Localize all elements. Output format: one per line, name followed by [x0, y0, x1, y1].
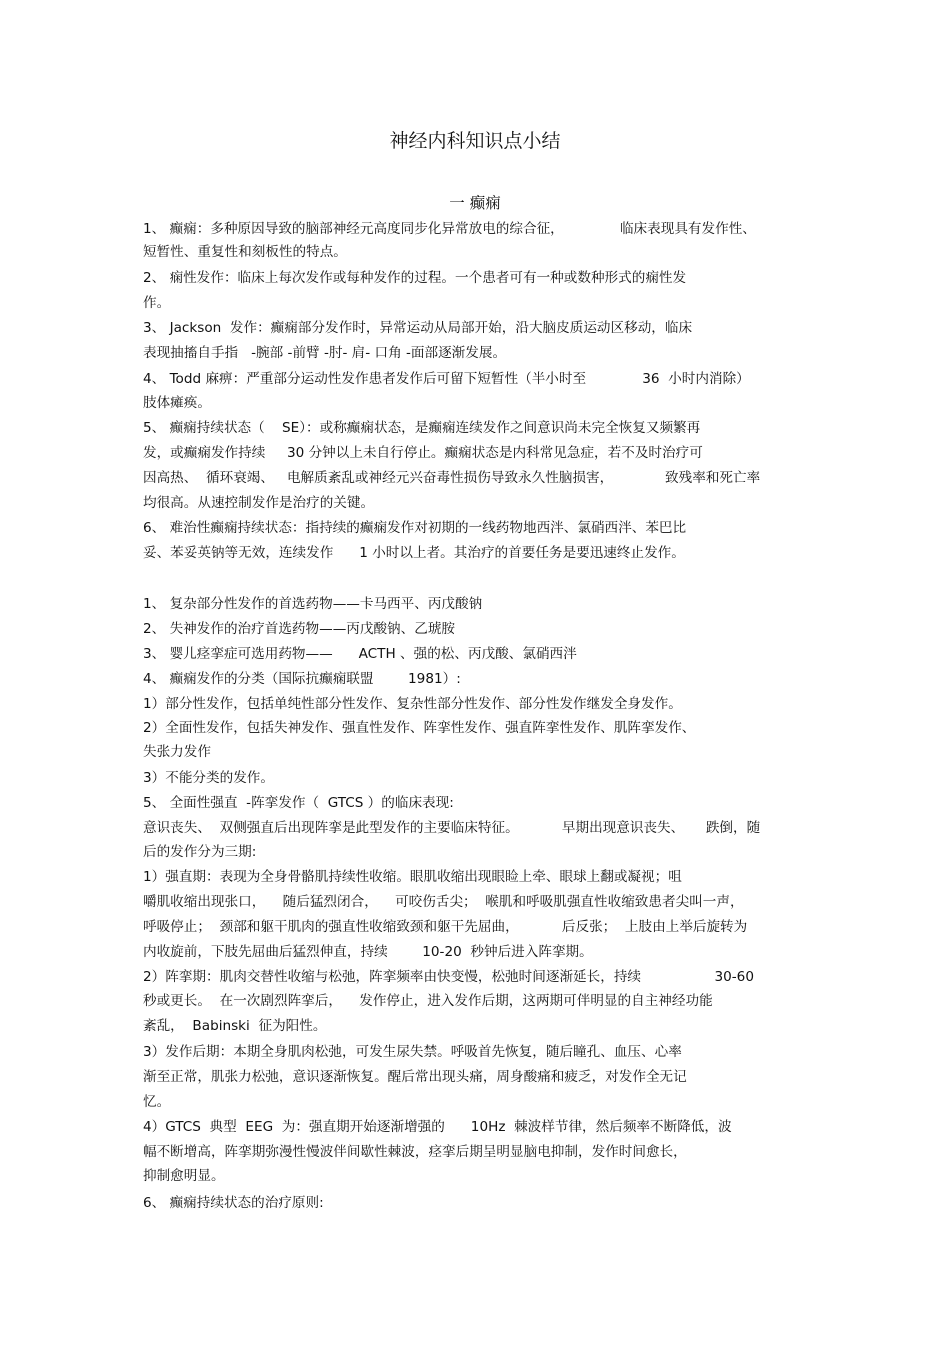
text-line: 均很高。从速控制发作是治疗的关键。 — [143, 495, 375, 511]
text-line: 意识丧失、 双侧强直后出现阵挛是此型发作的主要临床特征。 早期出现意识丧失、 跌倒，随 — [143, 820, 761, 836]
text-line: 2）全面性发作，包括失神发作、强直性发作、阵挛性发作、强直阵挛性发作、肌阵挛发作、 — [143, 720, 696, 736]
text-line: 4）GTCS 典型 EEG 为：强直期开始逐渐增强的 10Hz 棘波样节律，然后频率不断降低，波 — [143, 1119, 732, 1135]
text-line: 6、 难治性癫痫持续状态：指持续的癫痫发作对初期的一线药物地西泮、氯硝西泮、苯巴比 — [143, 520, 687, 536]
text-line: 因高热、 循环衰竭、 电解质紊乱或神经元兴奋毒性损伤导致永久性脑损害， 致残率和死亡率 — [143, 470, 761, 486]
text-line: 失张力发作 — [143, 744, 211, 760]
text-line: 幅不断增高，阵挛期弥漫性慢波伴间歇性棘波，痉挛后期呈明显脑电抑制，发作时间愈长， — [143, 1144, 687, 1160]
text-line: 3、 婴儿痉挛症可选用药物—— ACTH 、强的松、丙戊酸、氯硝西泮 — [143, 646, 577, 662]
section-heading: 一 癫痫 — [449, 194, 501, 212]
text-line: 5、 全面性强直 -阵挛发作（ GTCS ）的临床表现: — [143, 795, 454, 811]
text-line: 3、 Jackson 发作：癫痫部分发作时，异常运动从局部开始，沿大脑皮质运动区移动，临床 — [143, 320, 693, 336]
text-line: 内收旋前，下肢先屈曲后猛烈伸直，持续 10-20 秒钟后进入阵挛期。 — [143, 944, 593, 960]
text-line: 抑制愈明显。 — [143, 1168, 225, 1184]
text-line: 发，或癫痫发作持续 30 分钟以上未自行停止。癫痫状态是内科常见急症，若不及时治疗可 — [143, 445, 703, 461]
text-line: 3）不能分类的发作。 — [143, 770, 274, 786]
text-line: 1、 癫痫：多种原因导致的脑部神经元高度同步化异常放电的综合征， 临床表现具有发作性、 — [143, 221, 756, 237]
text-line: 1）部分性发作，包括单纯性部分性发作、复杂性部分性发作、部分性发作继发全身发作。 — [143, 696, 682, 712]
text-line: 忆。 — [143, 1094, 171, 1110]
text-line: 秒或更长。 在一次剧烈阵挛后， 发作停止，进入发作后期，这两期可伴明显的自主神经功能 — [143, 993, 713, 1009]
text-line: 嚼肌收缩出现张口， 随后猛烈闭合， 可咬伤舌尖； 喉肌和呼吸肌强直性收缩致患者尖叫一声， — [143, 894, 744, 910]
text-line: 妥、苯妥英钠等无效，连续发作 1 小时以上者。其治疗的首要任务是要迅速终止发作。 — [143, 545, 685, 561]
text-line: 2）阵挛期：肌肉交替性收缩与松弛，阵挛频率由快变慢，松弛时间逐渐延长，持续 30-60 — [143, 969, 754, 985]
text-line: 4、 癫痫发作的分类（国际抗癫痫联盟 1981）: — [143, 671, 461, 687]
text-line: 1、 复杂部分性发作的首选药物——卡马西平、丙戊酸钠 — [143, 596, 483, 612]
text-line: 短暂性、重复性和刻板性的特点。 — [143, 244, 347, 260]
text-line: 5、 癫痫持续状态（ SE）：或称癫痫状态，是癫痫连续发作之间意识尚未完全恢复又频繁再 — [143, 420, 701, 436]
text-line: 2、 痫性发作：临床上每次发作或每种发作的过程。一个患者可有一种或数种形式的痫性发 — [143, 270, 687, 286]
text-line: 4、 Todd 麻痹：严重部分运动性发作患者发作后可留下短暂性（半小时至 36 小时内消除） — [143, 371, 750, 387]
text-line: 2、 失神发作的治疗首选药物——丙戊酸钠、乙琥胺 — [143, 621, 456, 637]
text-line: 呼吸停止； 颈部和躯干肌肉的强直性收缩致颈和躯干先屈曲， 后反张； 上肢由上举后旋转为 — [143, 919, 748, 935]
text-line: 1）强直期：表现为全身骨骼肌持续性收缩。眼肌收缩出现眼睑上牵、眼球上翻或凝视；咀 — [143, 869, 682, 885]
text-line: 3）发作后期：本期全身肌肉松弛，可发生尿失禁。呼吸首先恢复，随后瞳孔、血压、心率 — [143, 1044, 682, 1060]
document-title: 神经内科知识点小结 — [389, 130, 561, 152]
text-line: 紊乱， Babinski 征为阳性。 — [143, 1018, 327, 1034]
text-line: 肢体瘫痪。 — [143, 395, 211, 411]
text-line: 6、 癫痫持续状态的治疗原则: — [143, 1195, 324, 1211]
text-line: 渐至正常，肌张力松弛，意识逐渐恢复。醒后常出现头痛，周身酸痛和疲乏，对发作全无记 — [143, 1069, 687, 1085]
text-line: 作。 — [143, 295, 171, 311]
text-line: 后的发作分为三期: — [143, 844, 257, 860]
text-line: 表现抽搐自手指 -腕部 -前臂 -肘- 肩- 口角 -面部逐渐发展。 — [143, 345, 507, 361]
